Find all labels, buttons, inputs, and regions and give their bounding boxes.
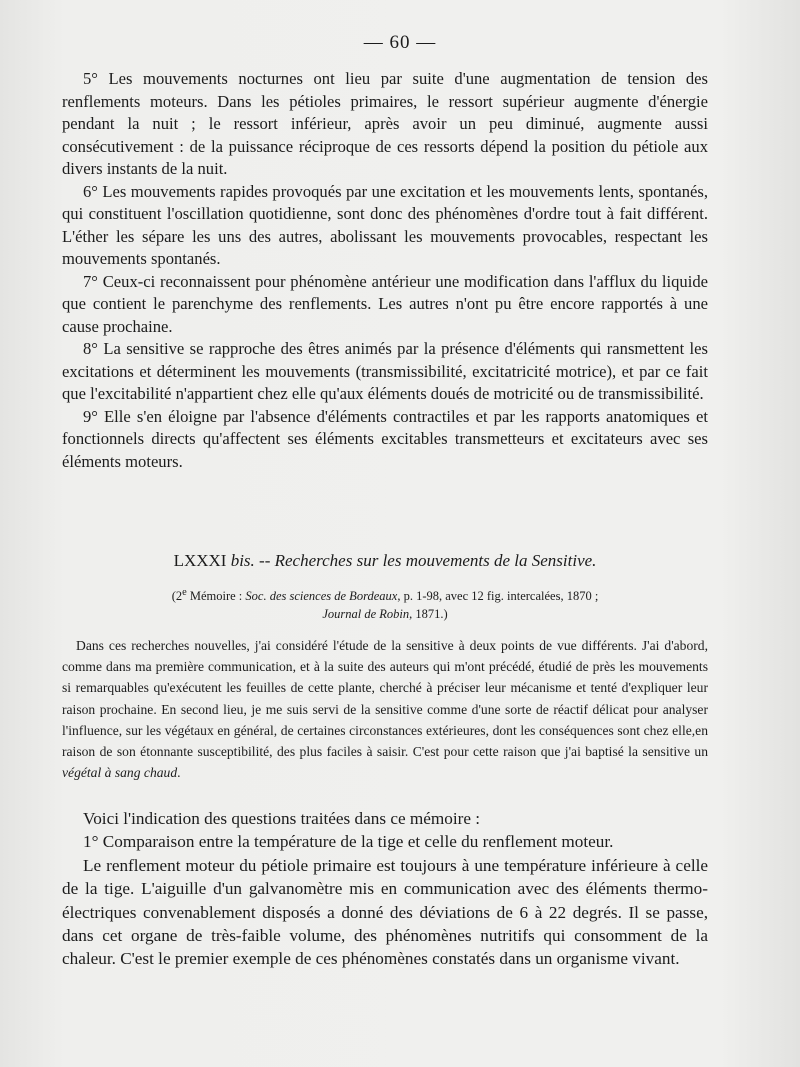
paragraph: Le renflement moteur du pétiole primaire est toujours à une température inférieure à celle de la tige. L'aiguille d'un galvanomètre mis en communication avec des éléments thermo-électriques convenablement disposés a donné des déviations de 6 à 22 degrés. Il se passe, dans cet organe de très-faible volume, des phénomènes nutritifs qui consomment de la chaleur. C'est le premier exemple de ces phénomènes constatés dans un organisme vivant.	[62, 855, 708, 969]
section-suffix: bis.	[230, 551, 255, 570]
paragraph: 7° Ceux-ci reconnaissent pour phénomène antérieur une modification dans l'afflux du liquide que contient le parenchyme des renflements. Les autres n'ont pu être encore rapportés à une cause prochaine.	[62, 271, 708, 336]
paragraph: 6° Les mouvements rapides provoqués par une excitation et les mouvements lents, spontanés, qui constituent l'oscillation quotidienne, sont donc des phénomènes d'ordre tout à fait différent. L'éther les sépare les uns des autres, abolissant les mouvements provocables, respectant les mouvements spontanés.	[62, 181, 708, 268]
paragraph: Dans ces recherches nouvelles, j'ai considéré l'étude de la sensitive à deux points de vue différents. J'ai d'abord, comme dans ma première communication, et à la suite des auteurs qui m'ont précédé, étudié de près les mouvements si remarquables qu'exécutent les feuilles de cette plante, cherché à préciser leur mécanisme et tenté d'expliquer leur raison prochaine. En second lieu, je me suis servi de la sensitive comme d'une sorte de réactif délicat pour analyser l'influence, sur les végétaux en général, de certaines circonstances extérieures, dont les conséquences sont chez elle,en raison de son étonnante susceptibilité, des plus faciles à saisir. C'est pour cette raison que j'ai baptisé la sensitive un végétal à sang chaud.	[62, 638, 708, 781]
summary-text	[62, 635, 708, 783]
questions-text	[62, 807, 708, 971]
citation: (2e Mémoire : Soc. des sciences de Bordeaux, p. 1-98, avec 12 fig. intercalées, 1870 ; Journal de Robin, 1871.)	[171, 587, 599, 622]
paragraph: 5° Les mouvements nocturnes ont lieu par suite d'une augmentation de tension des renflements moteurs. Dans les pétioles primaires, le ressort supérieur augmente d'énergie pendant la nuit ; le ressort inférieur, après avoir un peu diminué, augmente aussi consécutivement : de la puissance réciproque de ces ressorts dépend la position du pétiole aux divers instants de la nuit.	[62, 69, 708, 178]
paragraph: 9° Elle s'en éloigne par l'absence d'éléments contractiles et par les rapports anatomiques et fonctionnels directs qu'affectent ses éléments excitables transmetteurs et excitateurs avec ses éléments moteurs.	[62, 406, 708, 471]
page-number: — 60 —	[363, 32, 437, 53]
paragraph: Voici l'indication des questions traitées dans ce mémoire :	[83, 809, 481, 828]
conclusions-text	[62, 68, 708, 473]
paragraph: 1° Comparaison entre la température de la tige et celle du renflement moteur.	[83, 832, 614, 852]
section-title: Recherches sur les mouvements de la Sensitive.	[274, 551, 597, 570]
section-heading	[62, 551, 708, 571]
paragraph: 8° La sensitive se rapproche des êtres animés par la présence d'éléments qui ransmettent les excitations et déterminent les mouvements (transmissibilité, excitatricité motrice), et par ce fait que l'excitabilité n'appartient chez elle qu'aux éléments doués de motricité ou de transmissibilité.	[62, 339, 708, 403]
section-number: LXXXI	[173, 551, 227, 570]
section-dash: --	[254, 551, 275, 570]
